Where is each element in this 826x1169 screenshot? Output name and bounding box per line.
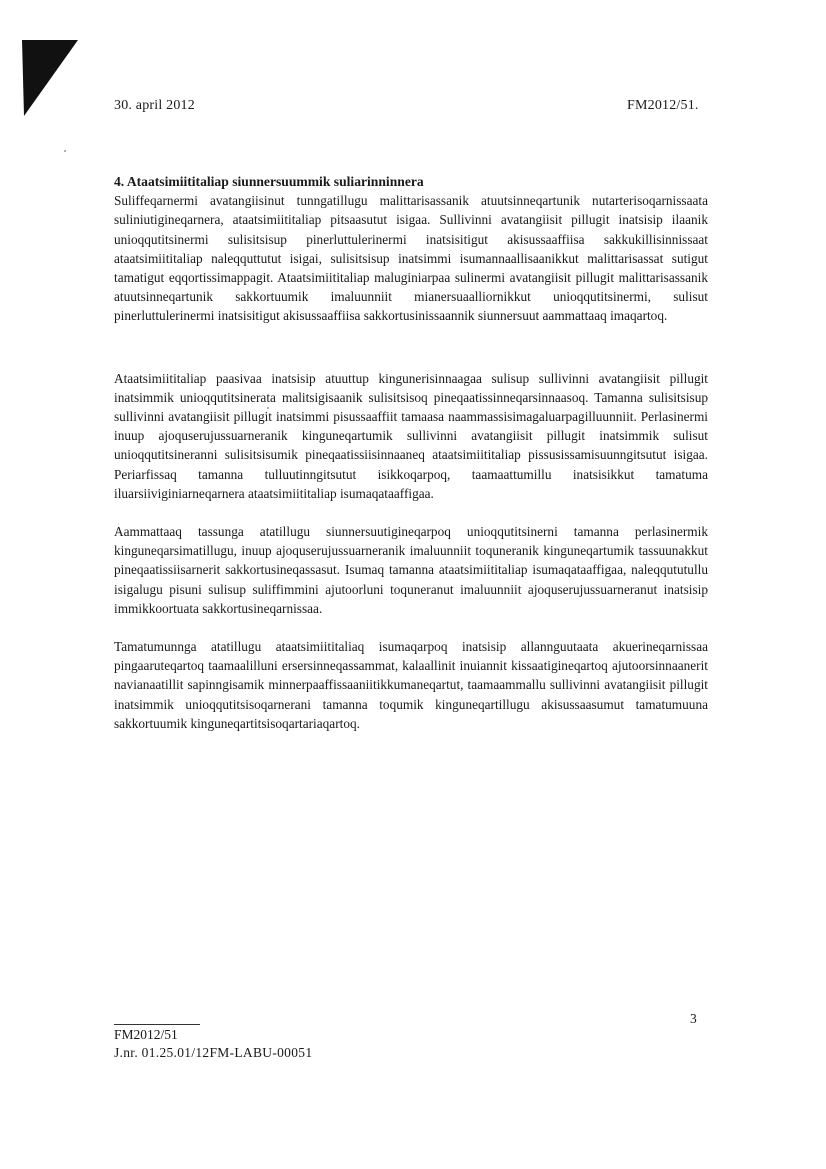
paragraph-1: Suliffeqarnermi avatangiisinut tunngatillugu malittarisassanik atuutsinneqartunik nutarterisoqarnissaata suliniutigineqarnera, ataatsimiititaliap pitsaasutut isigaa. Sullivinni avatangiisit pillugit inatsisip ilaanik unioqqutitsinermi sulisitsisup pinerluttulerinermi inatsisitigut akisussaaffiisa sakkukillisinnissaat ataatsimiititaliap naleqquttutut isigai, sulisitsisup inatsimmi isumannaallisaanikkut malittarisassat sutigut tamatigut eqqortissimappagit. Ataatsimiititaliap maluginiarpaa sulinermi avatangiisit pillugit malittarisassanik atuutsinneqartunik sakkortuumik imaluunniit mianersuaalliornikkut unioqqutitsinermi, sulisut pinerluttulerinermi inatsisitigut akisussaaffiisa sakkortusinissaannik siunnersuut aammattaaq imaqartoq.	[114, 193, 708, 324]
header-reference: FM2012/51.	[627, 98, 699, 113]
paragraph-3: Aammattaaq tassunga atatillugu siunnersuutigineqarpoq unioqqutitsinerni tamanna perlasinermik kinguneqarsimatillugu, inuup ajoquserujussuarneranik imaluunniit toquneranik kinguneqartumik tassuunakkut pineqaatissiisarnerit sakkortusineqassasut. Isumaq tamanna ataatsimiititaliap isumaqataaffigaa, naleqqututullu isigalugu pisuni sulisup suliffimmini ajutoorluni toquneranut imaluunniit ajoquserujussuarneranut inatsisip immikkoortuata sakkortusineqarnissaa.	[114, 524, 708, 616]
footer-reference: FM2012/51	[114, 1027, 178, 1042]
document-body	[114, 172, 708, 733]
section-heading: 4. Ataatsimiititaliap siunnersuummik suliarinninnera	[114, 174, 424, 189]
header-date: 30. april 2012	[114, 98, 195, 113]
footer-journal-number: J.nr. 01.25.01/12FM-LABU-00051	[114, 1045, 313, 1060]
scan-speck	[64, 150, 66, 152]
triangle-mark-icon	[22, 40, 80, 118]
page-number: 3	[690, 1011, 697, 1026]
paragraph-2: Ataatsimiititaliap paasivaa inatsisip atuuttup kingunerisinnaagaa sulisup sullivinni avatangiisit pillugit inatsimmik unioqqutitsinerata malitsigisaanik sulisitsisoq pineqaatissinneqarsinnaasoq. Tamanna sulisitsisup sullivinni avatangiisit pillugit inatsimmi pisussaaffiit tamaasa naammassisimagaluarpagilluunniit. Perlasinermi inuup ajoquserujussuarneranik kinguneqartumik sullivinni avatangiisit pillugit inatsimmik sulisut unioqqutitsineranni sulisitsisumik pineqaatissiisinnaaneq ataatsimiititaliap pissusissamisuunngitsutut isigaa. Periarfissaq tamanna tulluutinngitsutut isikkoqarpoq, taamaattumillu inatsisikkut tamatuma iluarsiiviginiarneqarnera ataatsimiititaliap isumaqataaffigaa.	[114, 370, 708, 501]
scan-speck	[267, 407, 269, 409]
footer-rule	[114, 1024, 200, 1025]
paragraph-4: Tamatumunnga atatillugu ataatsimiititaliaq isumaqarpoq inatsisip allannguutaata akuerineqarnissaa pingaaruteqartoq taamaalilluni ersersinneqassammat, kalaallinit inuiannit kissaatigineqartoq ajutoorsinnaanerit navianaatillit sapinngisamik minnerpaaffissaaniitikkumaneqartut, taamaammallu sullivinni avatangiisit pillugit inatsimmik unioqqutitsisoqarnerani tamanna toqumik kinguneqartillugu akisussaasumut tamatumuuna sakkortuumik kinguneqartitsisoqartariaqartoq.	[114, 639, 708, 731]
